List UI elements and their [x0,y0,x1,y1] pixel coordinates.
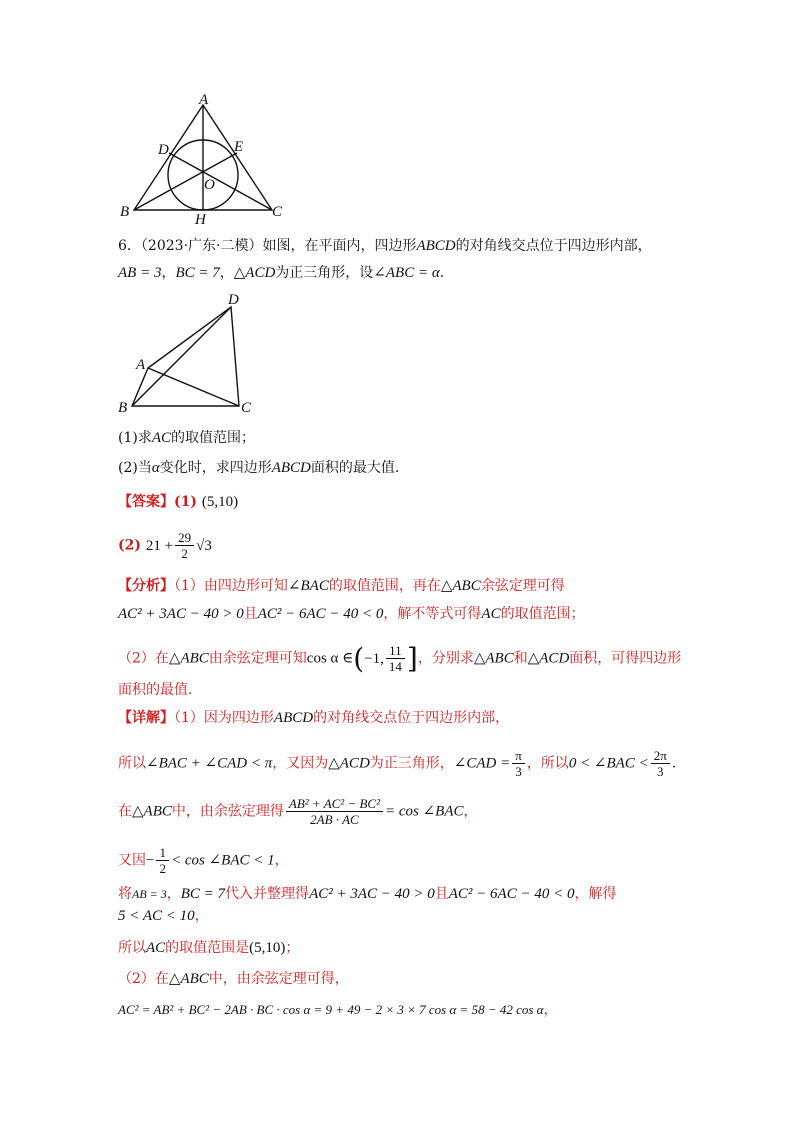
detail-half-num: 1 [156,845,169,861]
answer-frac-num: 29 [175,530,194,546]
analysis-p2-tri2: △ACD [527,650,570,667]
angle-abc: ∠ABC = α [373,265,440,281]
analysis-p2-and: 和 [513,650,528,667]
answer-line-1 [118,492,238,512]
analysis-frac-num: 11 [386,643,405,659]
q1-prefix: (1)求 [118,430,152,446]
detail-half-den: 2 [159,861,166,876]
detail-l7-range: (5,10) [249,940,286,956]
detail-l3-c: ， [463,803,478,820]
given-bc: BC = 7 [175,265,220,281]
label-c2: C [241,400,252,416]
detail-l6-b: ， [194,908,209,924]
detail-line-9 [118,1000,558,1020]
q2-suffix: 面积的最大值. [310,460,400,476]
answer-part2-frac [175,530,194,561]
detail-l5-d: 且 [434,886,449,902]
detail-l5-c: 代入并整理得 [225,886,310,902]
detail-2pi-den: 3 [657,764,664,779]
question-2 [118,458,399,478]
diagonal-ac [148,368,239,406]
problem-abcd: ABCD [416,238,456,254]
detail-line-4 [118,845,289,876]
detail-pi-num: π [512,748,525,764]
analysis-range-pre: −1, [364,650,384,667]
answer-part2-label: (2) [118,537,141,554]
label-h: H [195,212,206,224]
detail-l3-a: 在 [118,803,132,820]
analysis-p1-c: 余弦定理可得 [480,578,565,594]
analysis-p1-a: （1）由四边形可知 [174,578,288,594]
analysis-frac-den: 14 [388,659,402,674]
detail-l9: AC² = AB² + BC² − 2AB · BC · cos α = 9 + 49 − 2 × 3 × 7 cos α = 58 − 42 cos α [118,1002,544,1017]
detail-l2-cad: ∠CAD = [453,755,511,772]
analysis-line-2 [118,604,585,624]
detail-l4-pre: − [146,852,155,869]
detail-pi-frac [512,748,525,779]
detail-cos-den: 2AB · AC [310,812,359,827]
problem-text-3: 为正三角形，设 [275,265,374,281]
detail-l4-b: ， [274,852,289,869]
problem-source: （2023·广东·二模） [140,238,263,254]
diagonal-bd [132,307,231,406]
detail-l2-a: 所以 [118,755,146,772]
detail-l5-e: ，解得 [574,886,617,902]
answer-tag: 【答案】 [118,494,174,510]
detail-l2-e: . [671,755,677,772]
q2-alpha: α [151,460,160,476]
detail-cos-frac [286,796,383,827]
label-e: E [234,139,244,155]
detail-l4-a: 又因 [118,852,146,869]
analysis-p1-d: ，解不等式可得 [383,606,482,622]
figure-triangle-incircle [112,92,302,224]
answer-part2-post: √3 [196,537,212,554]
answer-part1-label: (1) [174,494,197,510]
answer-frac-den: 2 [181,546,188,561]
detail-l5-b: ， [166,886,181,902]
detail-abcd: ABCD [273,710,314,726]
label-a2: A [136,357,146,373]
analysis-angle-bac: ∠BAC [287,578,329,594]
detail-l5-ab: AB = 3 [132,887,167,901]
detail-tag: 【详解】 [118,710,174,726]
analysis-ac: AC [481,606,501,622]
detail-2pi-num: 2π [651,748,670,764]
problem-number: 6． [118,238,141,254]
label-a: A [199,92,209,108]
analysis-line-1 [118,576,565,596]
label-d2: D [228,292,239,308]
q2-prefix: (2)当 [118,460,152,476]
detail-l7-a: 所以 [118,940,146,956]
detail-l1-b: 的对角线交点位于四边形内部， [313,710,510,726]
detail-l9-b: ， [543,1002,558,1018]
detail-line-1 [118,708,509,728]
detail-line-6 [118,906,209,926]
detail-l2-d: ，所以 [526,755,569,772]
detail-l4-post: < cos ∠BAC < 1 [170,852,275,869]
q2-mid: 变化时，求四边形 [159,460,272,476]
detail-l2-c: 为正三角形， [369,755,454,772]
q2-abcd: ABCD [271,460,311,476]
answer-line-2 [118,530,212,561]
detail-l8-tri: △ABC [168,971,209,987]
detail-line-7 [118,938,299,958]
label-d: D [158,142,169,158]
detail-l6: 5 < AC < 10 [118,908,195,924]
analysis-line-4 [118,680,192,700]
analysis-p2-d: 面积，可得四边形 [569,650,682,667]
analysis-and: 且 [243,606,258,622]
question-1 [118,428,255,448]
answer-part2-pre: 21 + [145,537,174,554]
problem-line-2: AB = 3，BC = 7，△ACD为正三角形，设∠ABC = α. [118,265,445,281]
label-b: B [120,204,130,220]
problem-text-1: 如图，在平面内，四边形 [262,238,417,254]
detail-cos-num: AB² + AC² − BC² [286,796,383,812]
analysis-tag: 【分析】 [118,578,174,594]
problem-period: . [439,265,445,281]
q1-ac: AC [151,430,172,446]
detail-l5-a: 将 [118,886,132,902]
q1-suffix: 的取值范围； [171,430,256,446]
detail-l2-b: ，又因为 [272,755,329,772]
figure-quadrilateral [112,290,262,418]
analysis-ineq-2: AC² − 6AC − 40 < 0 [257,606,384,622]
analysis-p1-b: 的取值范围，再在 [328,578,441,594]
triangle-acd: △ACD [233,265,276,281]
answer-part1-value: (5,10) [201,494,239,510]
label-b2: B [118,400,128,416]
detail-l3-rhs: = cos ∠BAC [384,803,464,820]
detail-l7-c: ； [285,940,300,956]
detail-line-5 [118,884,616,904]
analysis-p2-b: 由余弦定理可知 [208,650,307,667]
detail-l2-range: 0 < ∠BAC < [568,755,649,772]
detail-l8-b: 中，由余弦定理可得， [208,971,349,987]
detail-l3-b: 中，由余弦定理得 [171,803,284,820]
analysis-ineq-1: AC² + 3AC − 40 > 0 [118,606,244,622]
detail-line-3 [118,796,478,827]
analysis-tri-abc: △ABC [440,578,481,594]
analysis-cos: cos α ∈ [306,650,354,667]
analysis-p2-e: 面积的最值. [118,682,193,698]
detail-l7-ac: AC [146,940,166,956]
given-ab: AB = 3 [118,265,162,281]
analysis-p2-a: （2）在 [118,650,169,667]
analysis-p2-c: ，分别求 [417,650,474,667]
detail-half-frac [156,845,169,876]
problem-text-2: 的对角线交点位于四边形内部， [455,238,652,254]
detail-l2-ineq: ∠BAC + ∠CAD < π [146,755,273,772]
detail-l1-a: （1）因为四边形 [174,710,274,726]
label-o: O [204,177,215,193]
problem-line-1 [118,236,652,256]
detail-l5-ineq1: AC² + 3AC − 40 > 0 [309,886,435,902]
analysis-p2-tri: △ABC [168,650,209,667]
detail-2pi-frac [651,748,670,779]
detail-pi-den: 3 [515,764,522,779]
detail-line-2 [118,748,676,779]
analysis-p1-e: 的取值范围； [500,606,585,622]
detail-l8-a: （2）在 [118,971,169,987]
detail-l5-bc: BC = 7 [180,886,226,902]
analysis-line-3: （2）在△ABC由余弦定理可知cos α ∈(−1, $\frac{11}{14}$ ]，分别求△ABC和△ACD面积，可得四边形 [118,641,682,675]
detail-l2-tri: △ACD [328,755,370,772]
detail-l5-ineq2: AC² − 6AC − 40 < 0 [448,886,575,902]
detail-l7-b: 的取值范围是 [165,940,250,956]
label-c: C [272,204,283,220]
quadrilateral-abcd [132,307,239,406]
detail-l3-tri: △ABC [132,803,172,820]
analysis-frac [386,643,405,674]
analysis-p2-tri1: △ABC [473,650,514,667]
detail-line-8 [118,969,349,989]
